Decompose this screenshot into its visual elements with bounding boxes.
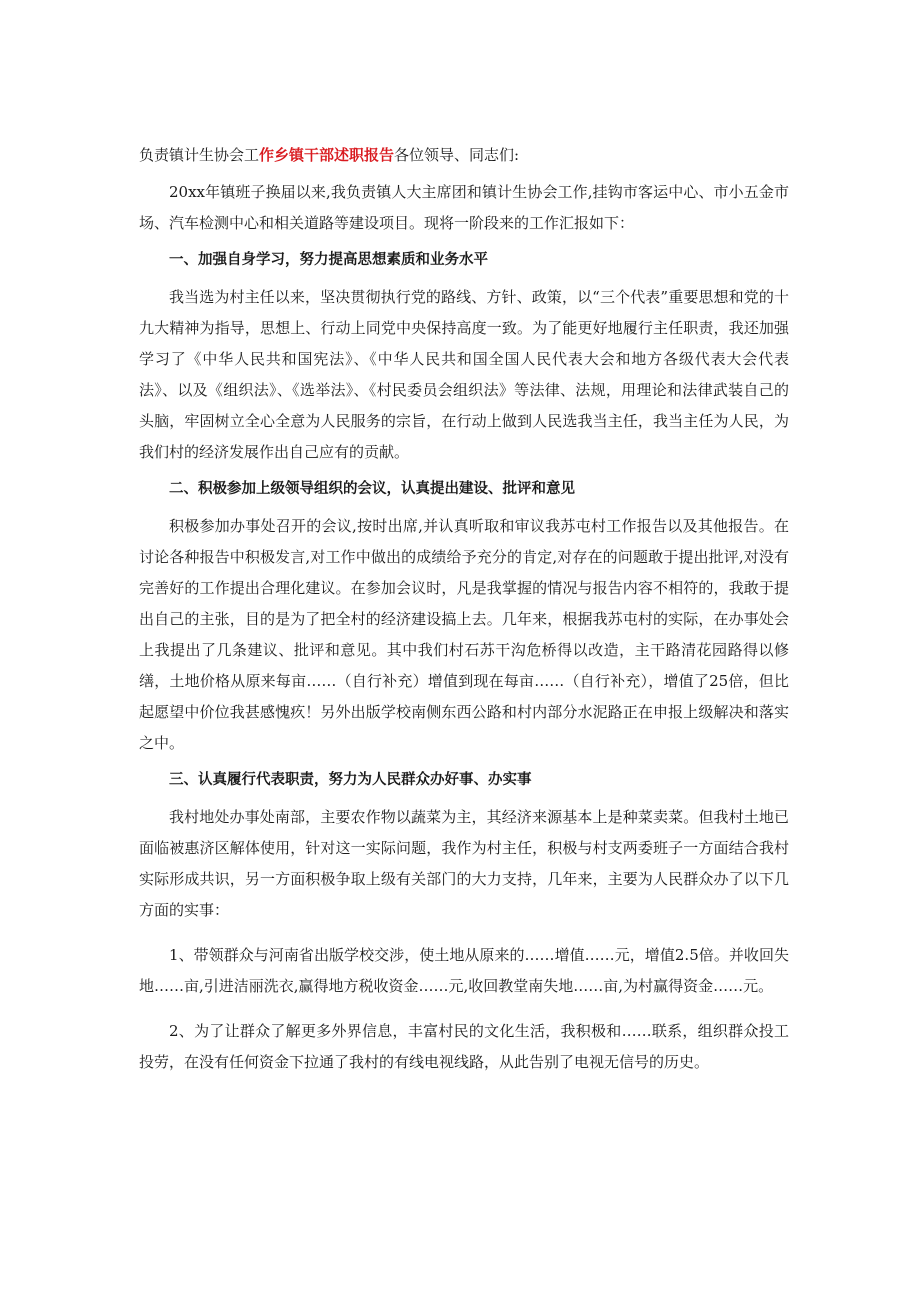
document-page: [139, 140, 789, 1078]
section-3-heading: 三、认真履行代表职责，努力为人民群众办好事、办实事: [169, 772, 532, 788]
document-title-highlight: 作乡镇干部述职报告: [259, 146, 395, 164]
list-item-2: 2、为了让群众了解更多外界信息，丰富村民的文化生活，我积极和……联系，组织群众投工投劳，在没有任何资金下拉通了我村的有线电视线路，从此告别了电视无信号的历史。: [139, 1022, 789, 1071]
opening-line: [139, 140, 789, 171]
section-1-body: 我当选为村主任以来，坚决贯彻执行党的路线、方针、政策，以“三个代表”重要思想和党的十九大精神为指导，思想上、行动上同党中央保持高度一致。为了能更好地履行主任职责，我还加强学习了《中华人民共和国宪法》、《中华人民共和国全国人民代表大会和地方各级代表大会代表法》、以及《组织法》、《选举法》、《村民委员会组织法》等法律、法规，用理论和法律武装自己的头脑，牢固树立全心全意为人民服务的宗旨，在行动上做到人民选我当主任，我当主任为人民，为我们村的经济发展作出自己应有的贡献。: [139, 288, 789, 461]
section-1-heading: 一、加强自身学习，努力提高思想素质和业务水平: [169, 252, 488, 268]
opening-prefix: 负责镇计生协会工: [139, 146, 260, 164]
intro-paragraph: 20xx年镇班子换届以来,我负责镇人大主席团和镇计生协会工作,挂钩市客运中心、市小五金市场、汽车检测中心和相关道路等建设项目。现将一阶段来的工作汇报如下：: [139, 183, 789, 232]
section-2-heading: 二、积极参加上级领导组织的会议，认真提出建设、批评和意见: [169, 481, 575, 497]
list-item-1: 1、带领群众与河南省出版学校交涉，使土地从原来的……增值……元，增值2.5倍。并收回失地……亩,引进洁丽洗衣,赢得地方税收资金……元,收回教堂南失地……亩,为村赢得资金……元。: [139, 946, 789, 995]
salutation: 各位领导、同志们:: [394, 146, 520, 164]
section-2-body: 积极参加办事处召开的会议,按时出席,并认真听取和审议我苏屯村工作报告以及其他报告。在讨论各种报告中积极发言,对工作中做出的成绩给予充分的肯定,对存在的问题敢于提出批评,对没有完善好的工作提出合理化建议。在参加会议时，凡是我掌握的情况与报告内容不相符的，我敢于提出自己的主张，目的是为了把全村的经济建设搞上去。几年来，根据我苏屯村的实际，在办事处会上我提出了几条建议、批评和意见。其中我们村石苏干沟危桥得以改造，主干路清花园路得以修缮，土地价格从原来每亩……（自行补充）增值到现在每亩……（自行补充），增值了25倍，但比起愿望中价位我甚感愧疚！另外出版学校南侧东西公路和村内部分水泥路正在申报上级解决和落实之中。: [139, 517, 789, 752]
section-3-body: 我村地处办事处南部，主要农作物以蔬菜为主，其经济来源基本上是种菜卖菜。但我村土地已面临被惠济区解体使用，针对这一实际问题，我作为村主任，积极与村支两委班子一方面结合我村实际形成共识，另一方面积极争取上级有关部门的大力支持，几年来，主要为人民群众办了以下几方面的实事：: [139, 808, 789, 919]
